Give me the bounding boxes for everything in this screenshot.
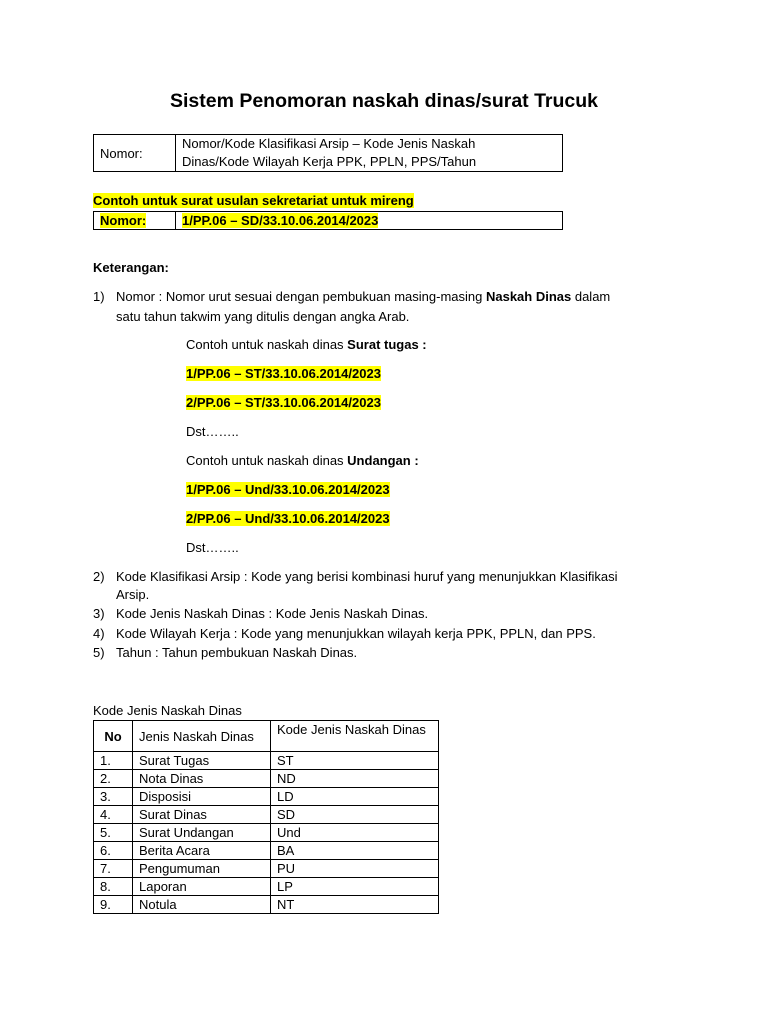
- nomor-format-line: Dinas/Kode Wilayah Kerja PPK, PPLN, PPS/Tahun: [182, 154, 477, 169]
- row-number: 4.: [94, 806, 133, 824]
- nomor-format-line: Nomor/Kode Klasifikasi Arsip – Kode Jenis Naskah: [182, 136, 476, 151]
- row-number: 9.: [94, 896, 133, 914]
- page-title: Sistem Penomoran naskah dinas/surat Trucuk: [169, 90, 599, 112]
- jenis-naskah: Surat Dinas: [133, 806, 271, 824]
- table-row: [94, 788, 439, 806]
- list-number: 5): [93, 645, 105, 660]
- undangan-example: 1/PP.06 – Und/33.10.06.2014/2023: [186, 482, 390, 497]
- kode-naskah: PU: [271, 860, 439, 878]
- nomor-format-value: [176, 135, 563, 172]
- column-header: Jenis Naskah Dinas: [133, 721, 271, 752]
- table-row: [94, 878, 439, 896]
- table-header-row: [94, 721, 439, 752]
- surat-tugas-example: 2/PP.06 – ST/33.10.06.2014/2023: [186, 395, 381, 410]
- table-row: [94, 806, 439, 824]
- column-header: Kode Jenis Naskah Dinas: [271, 721, 439, 752]
- list-item-tahun: Tahun : Tahun pembukuan Naskah Dinas.: [116, 645, 358, 660]
- kode-naskah: BA: [271, 842, 439, 860]
- jenis-naskah: Surat Tugas: [133, 752, 271, 770]
- row-number: 2.: [94, 770, 133, 788]
- table-row: [94, 860, 439, 878]
- jenis-naskah: Nota Dinas: [133, 770, 271, 788]
- row-number: 5.: [94, 824, 133, 842]
- jenis-naskah: Notula: [133, 896, 271, 914]
- jenis-naskah: Laporan: [133, 878, 271, 896]
- row-number: 1.: [94, 752, 133, 770]
- list-item-jenis: Kode Jenis Naskah Dinas : Kode Jenis Naskah Dinas.: [116, 606, 429, 621]
- list-item-wilayah: Kode Wilayah Kerja : Kode yang menunjukkan wilayah kerja PPK, PPLN, dan PPS.: [116, 626, 596, 641]
- surat-tugas-intro: Contoh untuk naskah dinas Surat tugas :: [186, 337, 427, 352]
- kode-naskah: Und: [271, 824, 439, 842]
- table-row: [94, 842, 439, 860]
- row-number: 6.: [94, 842, 133, 860]
- kode-naskah: ND: [271, 770, 439, 788]
- list-item-klasifikasi-continued: Arsip.: [116, 587, 150, 602]
- example-nomor-label: Nomor:: [94, 212, 176, 230]
- list-number: 4): [93, 626, 105, 641]
- kode-naskah: LP: [271, 878, 439, 896]
- kode-naskah: NT: [271, 896, 439, 914]
- nomor-label: Nomor:: [94, 135, 176, 172]
- kode-naskah: LD: [271, 788, 439, 806]
- column-header: No: [94, 721, 133, 752]
- table-row: [94, 896, 439, 914]
- nomor-format-table: [93, 134, 563, 172]
- undangan-intro: Contoh untuk naskah dinas Undangan :: [186, 453, 419, 468]
- etc-text: Dst……..: [186, 540, 239, 555]
- row-number: 8.: [94, 878, 133, 896]
- kode-naskah: SD: [271, 806, 439, 824]
- list-item-nomor-continued: satu tahun takwim yang ditulis dengan angka Arab.: [116, 309, 410, 324]
- list-number: 2): [93, 569, 105, 584]
- jenis-naskah: Surat Undangan: [133, 824, 271, 842]
- jenis-naskah: Berita Acara: [133, 842, 271, 860]
- list-item-nomor: Nomor : Nomor urut sesuai dengan pembukuan masing-masing Naskah Dinas dalam: [116, 289, 611, 304]
- keterangan-heading: Keterangan:: [93, 260, 169, 275]
- surat-tugas-example: 1/PP.06 – ST/33.10.06.2014/2023: [186, 366, 381, 381]
- undangan-example: 2/PP.06 – Und/33.10.06.2014/2023: [186, 511, 390, 526]
- example-nomor-table: [93, 211, 563, 230]
- kode-table-caption: Kode Jenis Naskah Dinas: [93, 703, 242, 718]
- example-nomor-value: 1/PP.06 – SD/33.10.06.2014/2023: [176, 212, 563, 230]
- table-row: [94, 752, 439, 770]
- list-item-klasifikasi: Kode Klasifikasi Arsip : Kode yang berisi kombinasi huruf yang menunjukkan Klasifikasi: [116, 569, 618, 584]
- kode-jenis-table: [93, 720, 439, 914]
- example-heading: Contoh untuk surat usulan sekretariat untuk mireng: [93, 193, 414, 208]
- jenis-naskah: Pengumuman: [133, 860, 271, 878]
- row-number: 7.: [94, 860, 133, 878]
- jenis-naskah: Disposisi: [133, 788, 271, 806]
- row-number: 3.: [94, 788, 133, 806]
- table-row: [94, 824, 439, 842]
- table-row: [94, 770, 439, 788]
- etc-text: Dst……..: [186, 424, 239, 439]
- list-number: 3): [93, 606, 105, 621]
- kode-naskah: ST: [271, 752, 439, 770]
- list-number: 1): [93, 289, 105, 304]
